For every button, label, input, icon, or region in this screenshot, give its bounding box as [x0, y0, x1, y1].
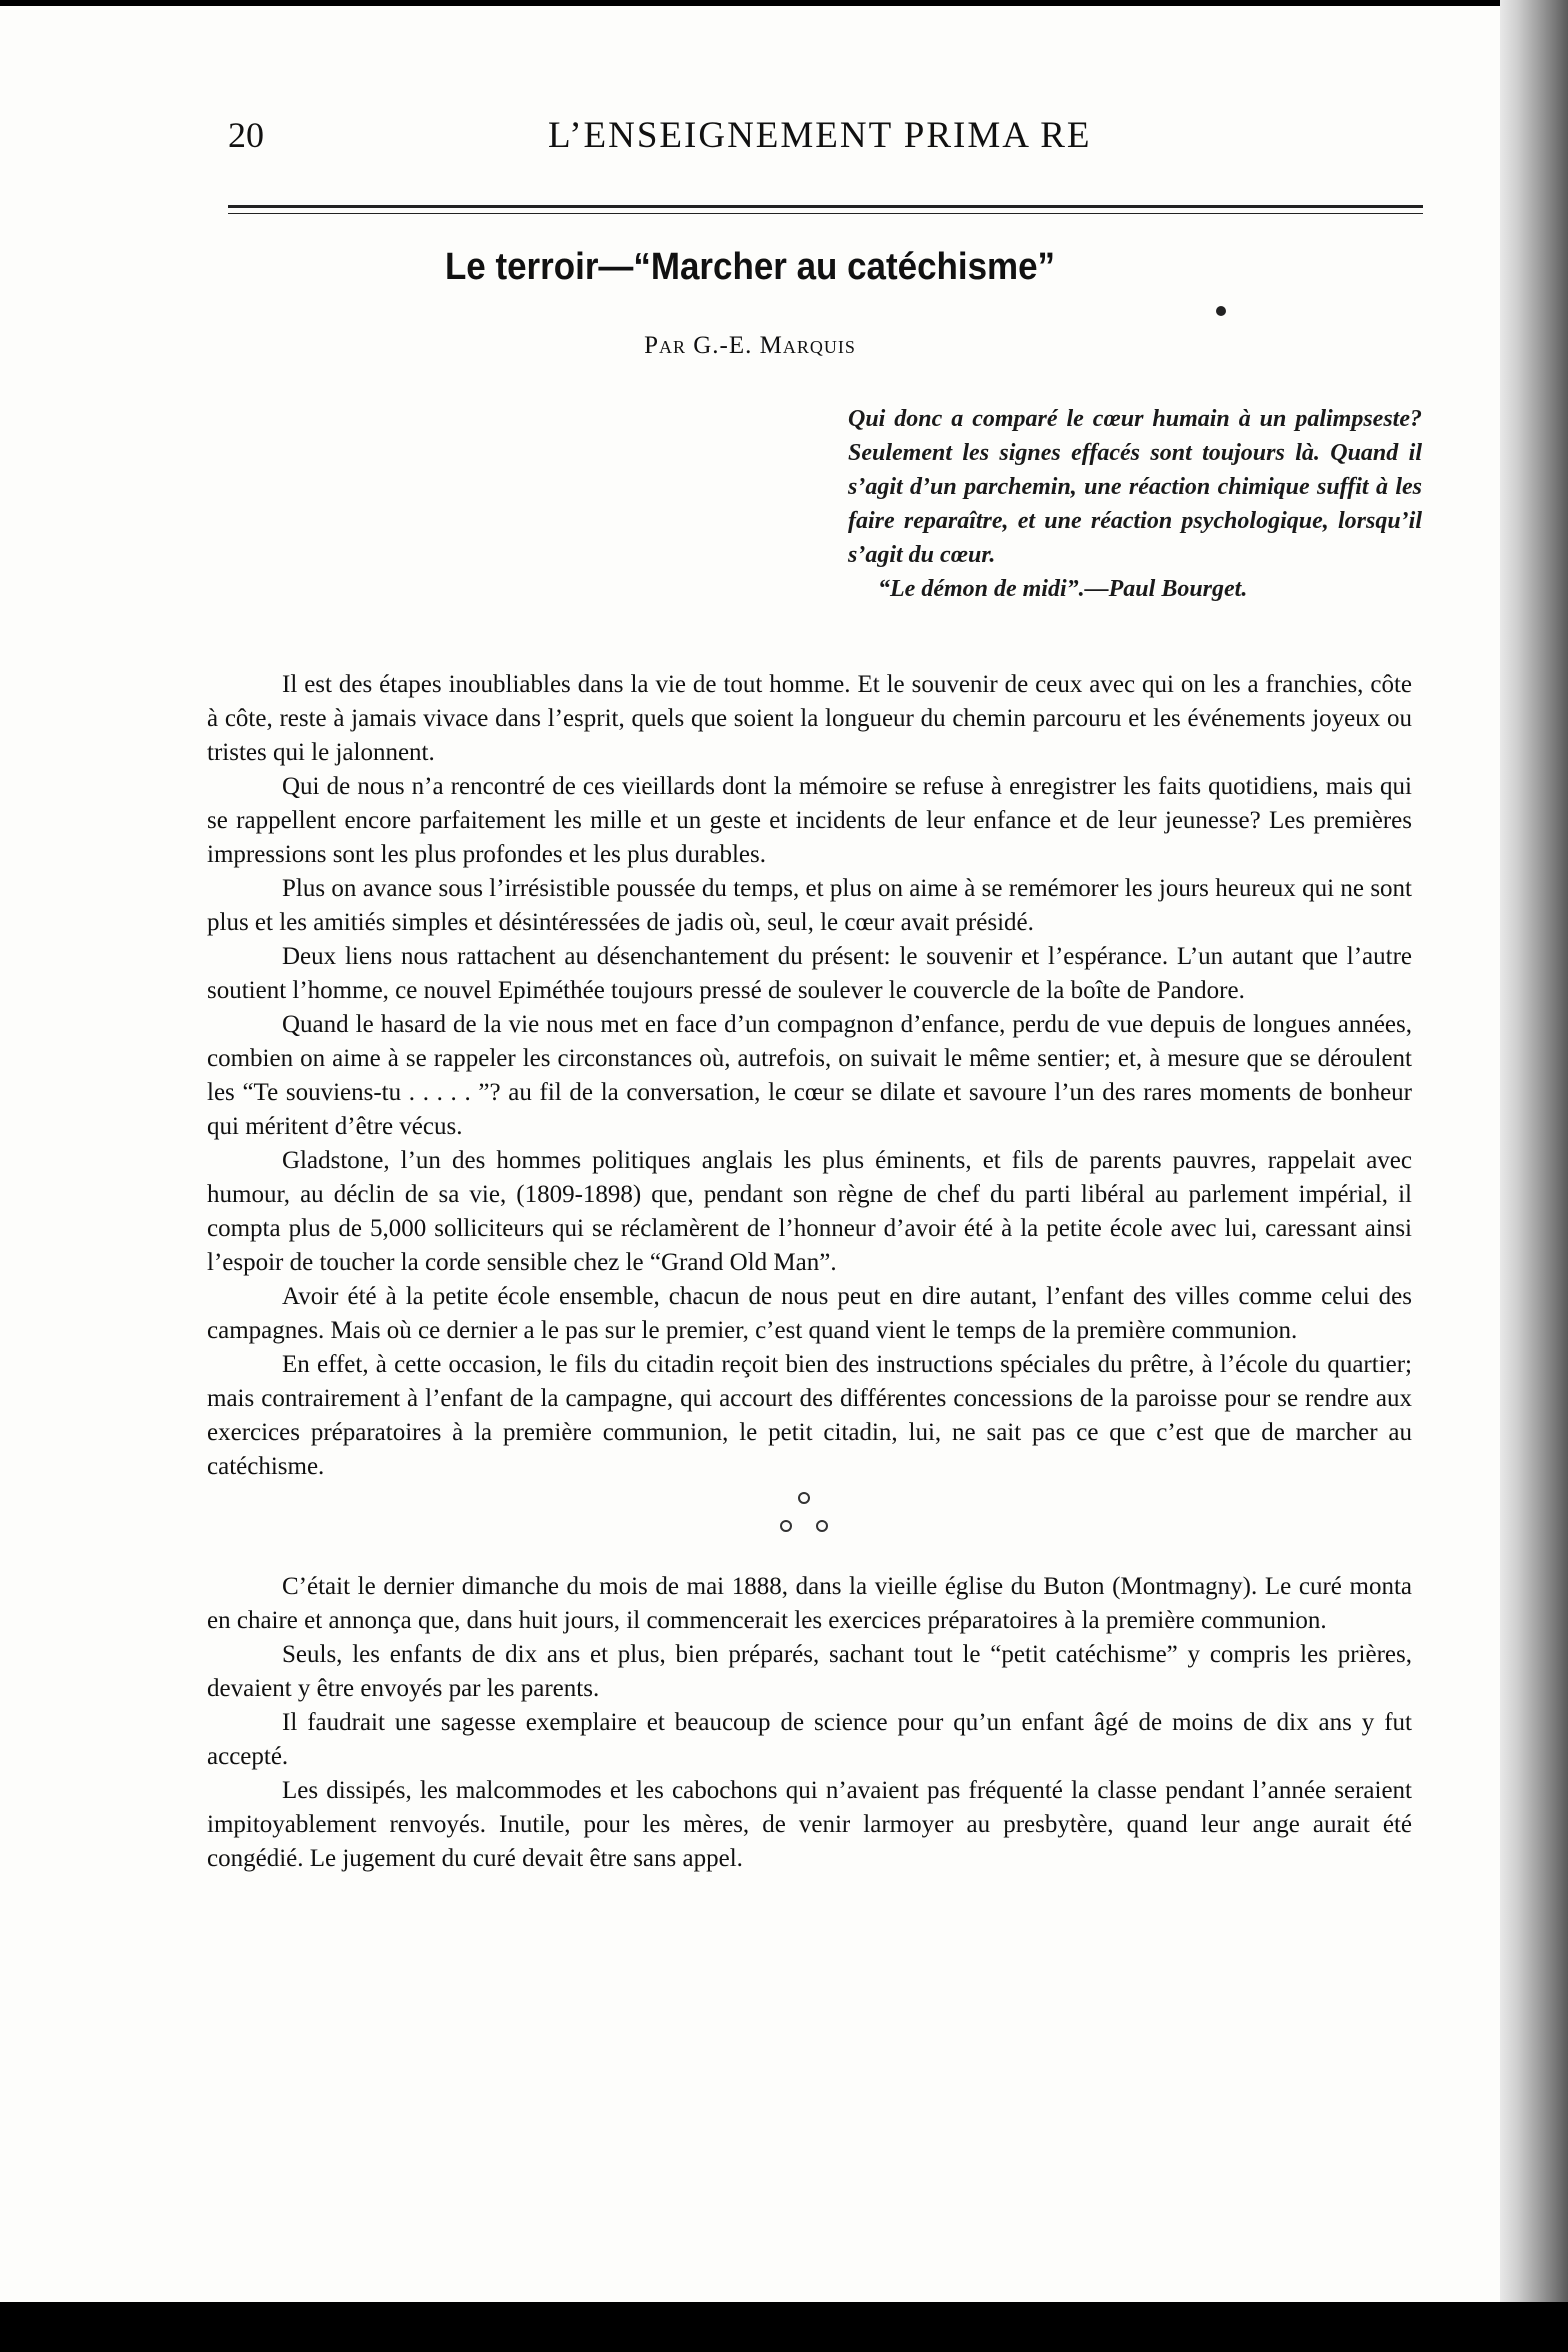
paragraph: Deux liens nous rattachent au désenchantement du présent: le souvenir et l’espérance. L’un autant que l’autre soutient l’homme, ce nouvel Epiméthée toujours pressé de soulever le couvercle de la boîte de Pandore. [207, 943, 1412, 1004]
paragraph: Quand le hasard de la vie nous met en face d’un compagnon d’enfance, perdu de vue depuis de longues années, combien on aime à se rappeler les circonstances où, autrefois, on suivait le même sentier; et, à mesure que se déroulent les “Te souviens-tu . . . . . ”? au fil de la conversation, le cœur se dilate et savoure l’un des rares moments de bonheur qui méritent d’être vécus. [207, 1011, 1412, 1140]
paragraph: Qui de nous n’a rencontré de ces vieillards dont la mémoire se refuse à enregistrer les faits quotidiens, mais qui se rappellent encore parfaitement les mille et un geste et incidents de leur enfance et de leur jeunesse? Les premières impressions sont les plus profondes et les plus durables. [207, 773, 1412, 868]
section-separator [207, 1484, 1412, 1570]
paragraph: Seuls, les enfants de dix ans et plus, bien préparés, sachant tout le “petit catéchisme” y compris les prières, devaient y être envoyés par les parents. [207, 1641, 1412, 1702]
header-rule-thick [228, 205, 1423, 208]
separator-circle [798, 1492, 810, 1504]
paragraph: Gladstone, l’un des hommes politiques anglais les plus éminents, et fils de parents pauvres, rappelait avec humour, au déclin de sa vie, (1809-1898) que, pendant son règne de chef du parti libéral au parlement impérial, il compta plus de 5,000 solliciteurs qui se réclamèrent de l’honneur d’avoir été à la petite école avec lui, caressant ainsi l’espoir de toucher la corde sensible chez le “Grand Old Man”. [207, 1147, 1412, 1276]
paragraph: C’était le dernier dimanche du mois de mai 1888, dans la vieille église du Buton (Montmagny). Le curé monta en chaire et annonça que, dans huit jours, il commencerait les exercices préparatoires à la première communion. [207, 1573, 1412, 1634]
paragraph: En effet, à cette occasion, le fils du citadin reçoit bien des instructions spéciales du prêtre, à l’école du quartier; mais contrairement à l’enfant de la campagne, qui accourt des différentes concessions de la paroisse pour se rendre aux exercices préparatoires à la première communion, le petit citadin, lui, ne sait pas ce que c’est que de marcher au catéchisme. [207, 1351, 1412, 1480]
document-page [0, 6, 1500, 2302]
paragraph: Il est des étapes inoubliables dans la vie de tout homme. Et le souvenir de ceux avec qui on les a franchies, côte à côte, reste à jamais vivace dans l’esprit, quels que soient la longueur du chemin parcouru et les événements joyeux ou tristes qui le jalonnent. [207, 671, 1412, 766]
epigraph [848, 402, 1422, 606]
ornament-dot [1216, 306, 1226, 316]
article-body [207, 668, 1412, 1876]
article-title: Le terroir—“Marcher au catéchisme” [444, 246, 1056, 288]
byline: Par G.-E. Marquis [644, 332, 856, 359]
paragraph: Avoir été à la petite école ensemble, chacun de nous peut en dire autant, l’enfant des villes comme celui des campagnes. Mais où ce dernier a le pas sur le premier, c’est quand vient le temps de la première communion. [207, 1283, 1412, 1344]
paragraph: Les dissipés, les malcommodes et les cabochons qui n’avaient pas fréquenté la classe pendant l’année seraient impitoyablement renvoyés. Inutile, pour les mères, de venir larmoyer au presbytère, quand leur ange aurait été congédié. Le jugement du curé devait être sans appel. [207, 1777, 1412, 1872]
page-number: 20 [228, 115, 264, 155]
paragraph: Plus on avance sous l’irrésistible poussée du temps, et plus on aime à se remémorer les jours heureux qui ne sont plus et les amitiés simples et désintéressées de jadis où, seul, le cœur avait présidé. [207, 875, 1412, 936]
scan-border-bottom [0, 2302, 1568, 2352]
epigraph-source: “Le démon de midi”.—Paul Bourget. [878, 576, 1248, 602]
separator-circle [780, 1520, 792, 1532]
running-head [0, 114, 1500, 164]
journal-title: L’ENSEIGNEMENT PRIMA RE [548, 115, 1092, 156]
paragraph: Il faudrait une sagesse exemplaire et beaucoup de science pour qu’un enfant âgé de moins de dix ans y fut accepté. [207, 1709, 1412, 1770]
header-rule-thin [228, 213, 1423, 214]
epigraph-text: Qui donc a comparé le cœur humain à un palimpseste? Seulement les signes effacés sont toujours là. Quand il s’agit d’un parchemin, une réaction chimique suffit à les faire reparaître, et une réaction psychologique, lorsqu’il s’agit du cœur. [848, 406, 1422, 568]
scan-border-right [1500, 0, 1568, 2352]
separator-circle [816, 1520, 828, 1532]
